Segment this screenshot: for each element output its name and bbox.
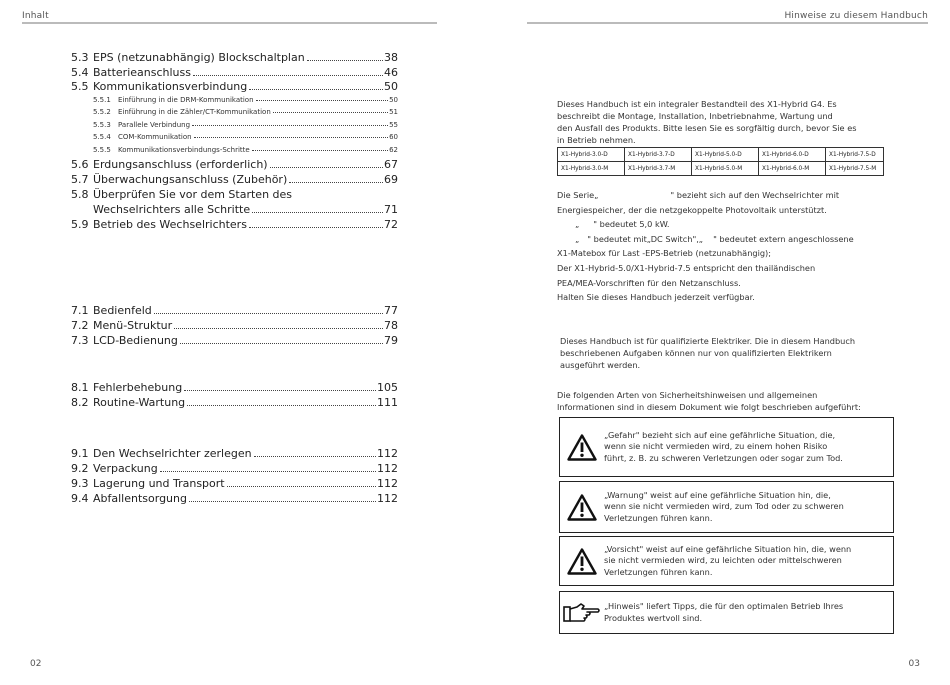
toc-number: 5.7	[71, 173, 89, 186]
right-header-title: Hinweise zu diesem Handbuch	[784, 11, 928, 21]
toc-number: 5.6	[71, 158, 89, 171]
toc-entry-continuation[interactable]	[93, 203, 398, 216]
toc-number: 5.3	[71, 51, 89, 64]
toc-number: 5.5.3	[93, 121, 111, 129]
notice-line: wenn sie nicht vermieden wird, zum Tod oder zu schweren	[604, 501, 844, 512]
warning-triangle-icon	[560, 494, 604, 521]
toc-number: 9.2	[71, 462, 89, 475]
target-group-paragraph	[560, 335, 900, 371]
toc-leader-dots	[180, 343, 383, 344]
caution-notice	[559, 536, 894, 586]
intro-line: beschreibt die Montage, Installation, Inbetriebnahme, Wartung und	[557, 111, 833, 121]
series-line	[557, 232, 902, 247]
warning-triangle-icon	[560, 548, 604, 575]
model-cell: X1-Hybrid-6.0-M	[759, 162, 826, 176]
toc-page-number: 50	[389, 96, 398, 104]
toc-entry[interactable]	[71, 66, 398, 79]
toc-number: 9.3	[71, 477, 89, 490]
model-cell: X1-Hybrid-5.0-D	[692, 148, 759, 162]
toc-title: Parallele Verbindung	[118, 121, 191, 129]
model-cell: X1-Hybrid-3.7-M	[625, 162, 692, 176]
toc-number: 7.3	[71, 334, 89, 347]
toc-number: 9.4	[71, 492, 89, 505]
notice-line: „Hinweis" liefert Tipps, die für den optimalen Betrieb Ihres	[604, 601, 844, 611]
toc-title: Kommunikationsverbindungs-Schritte	[118, 146, 250, 154]
toc-number: 7.2	[71, 319, 89, 332]
series-text: " bedeutet 5,0 kW.	[593, 219, 670, 230]
toc-title: Verpackung	[93, 462, 158, 475]
toc-entry[interactable]	[71, 188, 398, 201]
target-group-line: Dieses Handbuch ist für qualifizierte Elektriker. Die in diesem Handbuch	[560, 336, 856, 346]
notice-line: „Gefahr" bezieht sich auf eine gefährliche Situation, die,	[604, 429, 836, 440]
series-line: PEA/MEA-Vorschriften für den Netzanschluss.	[557, 277, 741, 288]
series-text: „	[575, 233, 580, 244]
model-cell: X1-Hybrid-3.0-D	[558, 148, 625, 162]
notice-line: sie nicht vermieden wird, zu leichten oder mittelschweren	[604, 555, 842, 566]
toc-title: Wechselrichters alle Schritte	[93, 203, 251, 216]
toc-leader-dots	[256, 100, 389, 101]
toc-entry[interactable]	[71, 51, 398, 64]
notice-line: „Warnung" weist auf eine gefährliche Situation hin, die,	[604, 489, 831, 500]
toc-leader-dots	[252, 212, 383, 213]
series-line	[557, 188, 902, 203]
toc-entry[interactable]	[71, 218, 398, 231]
toc-number: 5.4	[71, 66, 89, 79]
caution-notice-text	[604, 544, 857, 579]
intro-line: den Ausfall des Produkts. Bitte lesen Sie es sorgfältig durch, bevor Sie es	[557, 123, 857, 133]
warning-notice	[559, 481, 894, 533]
intro-line: Dieses Handbuch ist ein integraler Bestandteil des X1-Hybrid G4. Es	[557, 99, 837, 109]
toc-number: 5.9	[71, 218, 89, 231]
toc-page-number: 71	[384, 203, 398, 216]
danger-notice-text	[604, 430, 849, 465]
toc-subentry[interactable]	[93, 121, 398, 129]
symbols-intro-line: Informationen sind in diesem Dokument wie folgt beschrieben aufgeführt:	[557, 402, 861, 412]
toc-page-number: 112	[377, 492, 398, 505]
toc-number: 5.5.4	[93, 133, 111, 141]
toc-subentry[interactable]	[93, 133, 398, 141]
toc-entry[interactable]	[71, 319, 398, 332]
toc-entry[interactable]	[71, 447, 398, 460]
notice-line: Verletzungen führen kann.	[604, 566, 713, 577]
symbols-intro-paragraph	[557, 389, 902, 413]
toc-leader-dots	[227, 486, 376, 487]
intro-line: in Betrieb nehmen.	[557, 135, 636, 145]
model-table	[557, 147, 884, 176]
notice-line: Produktes wertvoll sind.	[604, 612, 703, 623]
toc-leader-dots	[174, 328, 383, 329]
toc-title: Menü-Struktur	[93, 319, 173, 332]
toc-number: 7.1	[71, 304, 89, 317]
toc-page-number: 67	[384, 158, 398, 171]
toc-title: Überprüfen Sie vor dem Starten des	[93, 188, 293, 201]
series-paragraph	[557, 188, 902, 305]
toc-number: 5.5.2	[93, 108, 111, 116]
toc-title: Kommunikationsverbindung	[93, 80, 248, 93]
table-row	[558, 162, 884, 176]
toc-leader-dots	[252, 150, 388, 151]
toc-entry[interactable]	[71, 492, 398, 505]
toc-page-number: 77	[384, 304, 398, 317]
toc-entry[interactable]	[71, 173, 398, 186]
toc-entry[interactable]	[71, 381, 398, 394]
toc-leader-dots	[194, 137, 389, 138]
target-group-line: beschriebenen Aufgaben können nur von qualifizierten Elektrikern	[560, 348, 832, 358]
toc-number: 5.5	[71, 80, 89, 93]
warning-triangle-icon	[560, 434, 604, 461]
series-line: Der X1-Hybrid-5.0/X1-Hybrid-7.5 entspricht den thailändischen	[557, 262, 816, 273]
model-cell: X1-Hybrid-3.0-M	[558, 162, 625, 176]
note-notice	[559, 591, 894, 634]
series-line: Energiespeicher, der die netzgekoppelte Photovoltaik unterstützt.	[557, 204, 827, 215]
toc-entry[interactable]	[71, 334, 398, 347]
toc-page-number: 55	[389, 121, 398, 129]
toc-leader-dots	[249, 227, 383, 228]
toc-leader-dots	[193, 75, 383, 76]
toc-page-number: 46	[384, 66, 398, 79]
notice-line: wenn sie nicht vermieden wird, zu einem hohen Risiko	[604, 441, 828, 452]
toc-title: Überwachungsanschluss (Zubehör)	[93, 173, 288, 186]
toc-entry[interactable]	[71, 80, 398, 93]
intro-paragraph	[557, 98, 897, 146]
left-header-title: Inhalt	[22, 11, 49, 21]
toc-entry[interactable]	[71, 158, 398, 171]
toc-page-number: 105	[377, 381, 398, 394]
model-cell: X1-Hybrid-7.5-M	[826, 162, 884, 176]
toc-leader-dots	[192, 125, 388, 126]
danger-notice	[559, 417, 894, 477]
series-text: Die Serie„	[557, 190, 599, 200]
right-page-number: 03	[908, 659, 920, 669]
series-text: " bezieht sich auf den Wechselrichter mit	[670, 190, 840, 200]
toc-number: 8.2	[71, 396, 89, 409]
toc-page-number: 69	[384, 173, 398, 186]
toc-title: Routine-Wartung	[93, 396, 186, 409]
series-line: Halten Sie dieses Handbuch jederzeit verfügbar.	[557, 292, 755, 303]
warning-notice-text	[604, 490, 850, 525]
model-cell: X1-Hybrid-6.0-D	[759, 148, 826, 162]
left-header-rule	[22, 22, 437, 24]
toc-leader-dots	[307, 60, 383, 61]
toc-title: Einführung in die Zähler/CT-Kommunikation	[118, 108, 271, 116]
toc-title: LCD-Bedienung	[93, 334, 178, 347]
symbols-intro-line: Die folgenden Arten von Sicherheitshinweisen und allgemeinen	[557, 390, 818, 400]
notice-line: Verletzungen führen kann.	[604, 512, 713, 523]
toc-page-number: 72	[384, 218, 398, 231]
toc-number: 8.1	[71, 381, 89, 394]
series-line: X1-Matebox für Last -EPS-Betrieb (netzunabhängig);	[557, 248, 772, 259]
toc-entry[interactable]	[71, 477, 398, 490]
right-header-rule	[527, 22, 928, 24]
toc-leader-dots	[254, 456, 376, 457]
toc-title: Den Wechselrichter zerlegen	[93, 447, 252, 460]
toc-leader-dots	[270, 167, 383, 168]
toc-title: Einführung in die DRM-Kommunikation	[118, 96, 254, 104]
toc-title: COM-Kommunikation	[118, 133, 192, 141]
model-cell: X1-Hybrid-3.7-D	[625, 148, 692, 162]
toc-number: 5.8	[71, 188, 89, 201]
toc-page-number: 38	[384, 51, 398, 64]
toc-leader-dots	[189, 501, 376, 502]
toc-title: Abfallentsorgung	[93, 492, 187, 505]
toc-number: 5.5.1	[93, 96, 111, 104]
toc-page-number: 112	[377, 447, 398, 460]
toc-leader-dots	[160, 471, 376, 472]
toc-subentry[interactable]	[93, 146, 398, 154]
toc-entry[interactable]	[71, 304, 398, 317]
target-group-line: ausgeführt werden.	[560, 360, 641, 370]
toc-title: Bedienfeld	[93, 304, 152, 317]
series-text: „	[575, 219, 580, 230]
toc-leader-dots	[289, 182, 383, 183]
toc-page-number: 62	[389, 146, 398, 154]
model-cell: X1-Hybrid-7.5-D	[826, 148, 884, 162]
pointing-hand-icon	[560, 602, 604, 624]
note-notice-text	[604, 601, 849, 624]
notice-line: „Vorsicht" weist auf eine gefährliche Situation hin, die, wenn	[604, 543, 852, 554]
toc-title: Lagerung und Transport	[93, 477, 225, 490]
series-line	[557, 217, 902, 232]
toc-page-number: 112	[377, 462, 398, 475]
toc-page-number: 112	[377, 477, 398, 490]
toc-page-number: 78	[384, 319, 398, 332]
toc-leader-dots	[154, 313, 383, 314]
series-text: " bedeutet mit„DC Switch",„	[587, 233, 704, 244]
toc-leader-dots	[249, 89, 383, 90]
toc-leader-dots	[184, 390, 376, 391]
toc-entry[interactable]	[71, 462, 398, 475]
series-text: " bedeutet extern angeschlossene	[713, 233, 854, 244]
toc-title: Betrieb des Wechselrichters	[93, 218, 247, 231]
toc-leader-dots	[187, 405, 376, 406]
model-cell: X1-Hybrid-5.0-M	[692, 162, 759, 176]
toc-number: 5.5.5	[93, 146, 111, 154]
toc-title: EPS (netzunabhängig) Blockschaltplan	[93, 51, 305, 64]
toc-title: Erdungsanschluss (erforderlich)	[93, 158, 268, 171]
toc-page-number: 50	[384, 80, 398, 93]
toc-page-number: 60	[389, 133, 398, 141]
toc-title: Fehlerbehebung	[93, 381, 183, 394]
toc-entry[interactable]	[71, 396, 398, 409]
toc-title: Batterieanschluss	[93, 66, 191, 79]
toc-subentry[interactable]	[93, 96, 398, 104]
toc-subentry[interactable]	[93, 108, 398, 116]
table-row	[558, 148, 884, 162]
toc-number: 9.1	[71, 447, 89, 460]
left-page-number: 02	[30, 659, 42, 669]
notice-line: führt, z. B. zu schweren Verletzungen oder sogar zum Tod.	[604, 452, 843, 463]
toc-leader-dots	[273, 112, 388, 113]
toc-page-number: 79	[384, 334, 398, 347]
toc-page-number: 51	[389, 108, 398, 116]
toc-page-number: 111	[377, 396, 398, 409]
